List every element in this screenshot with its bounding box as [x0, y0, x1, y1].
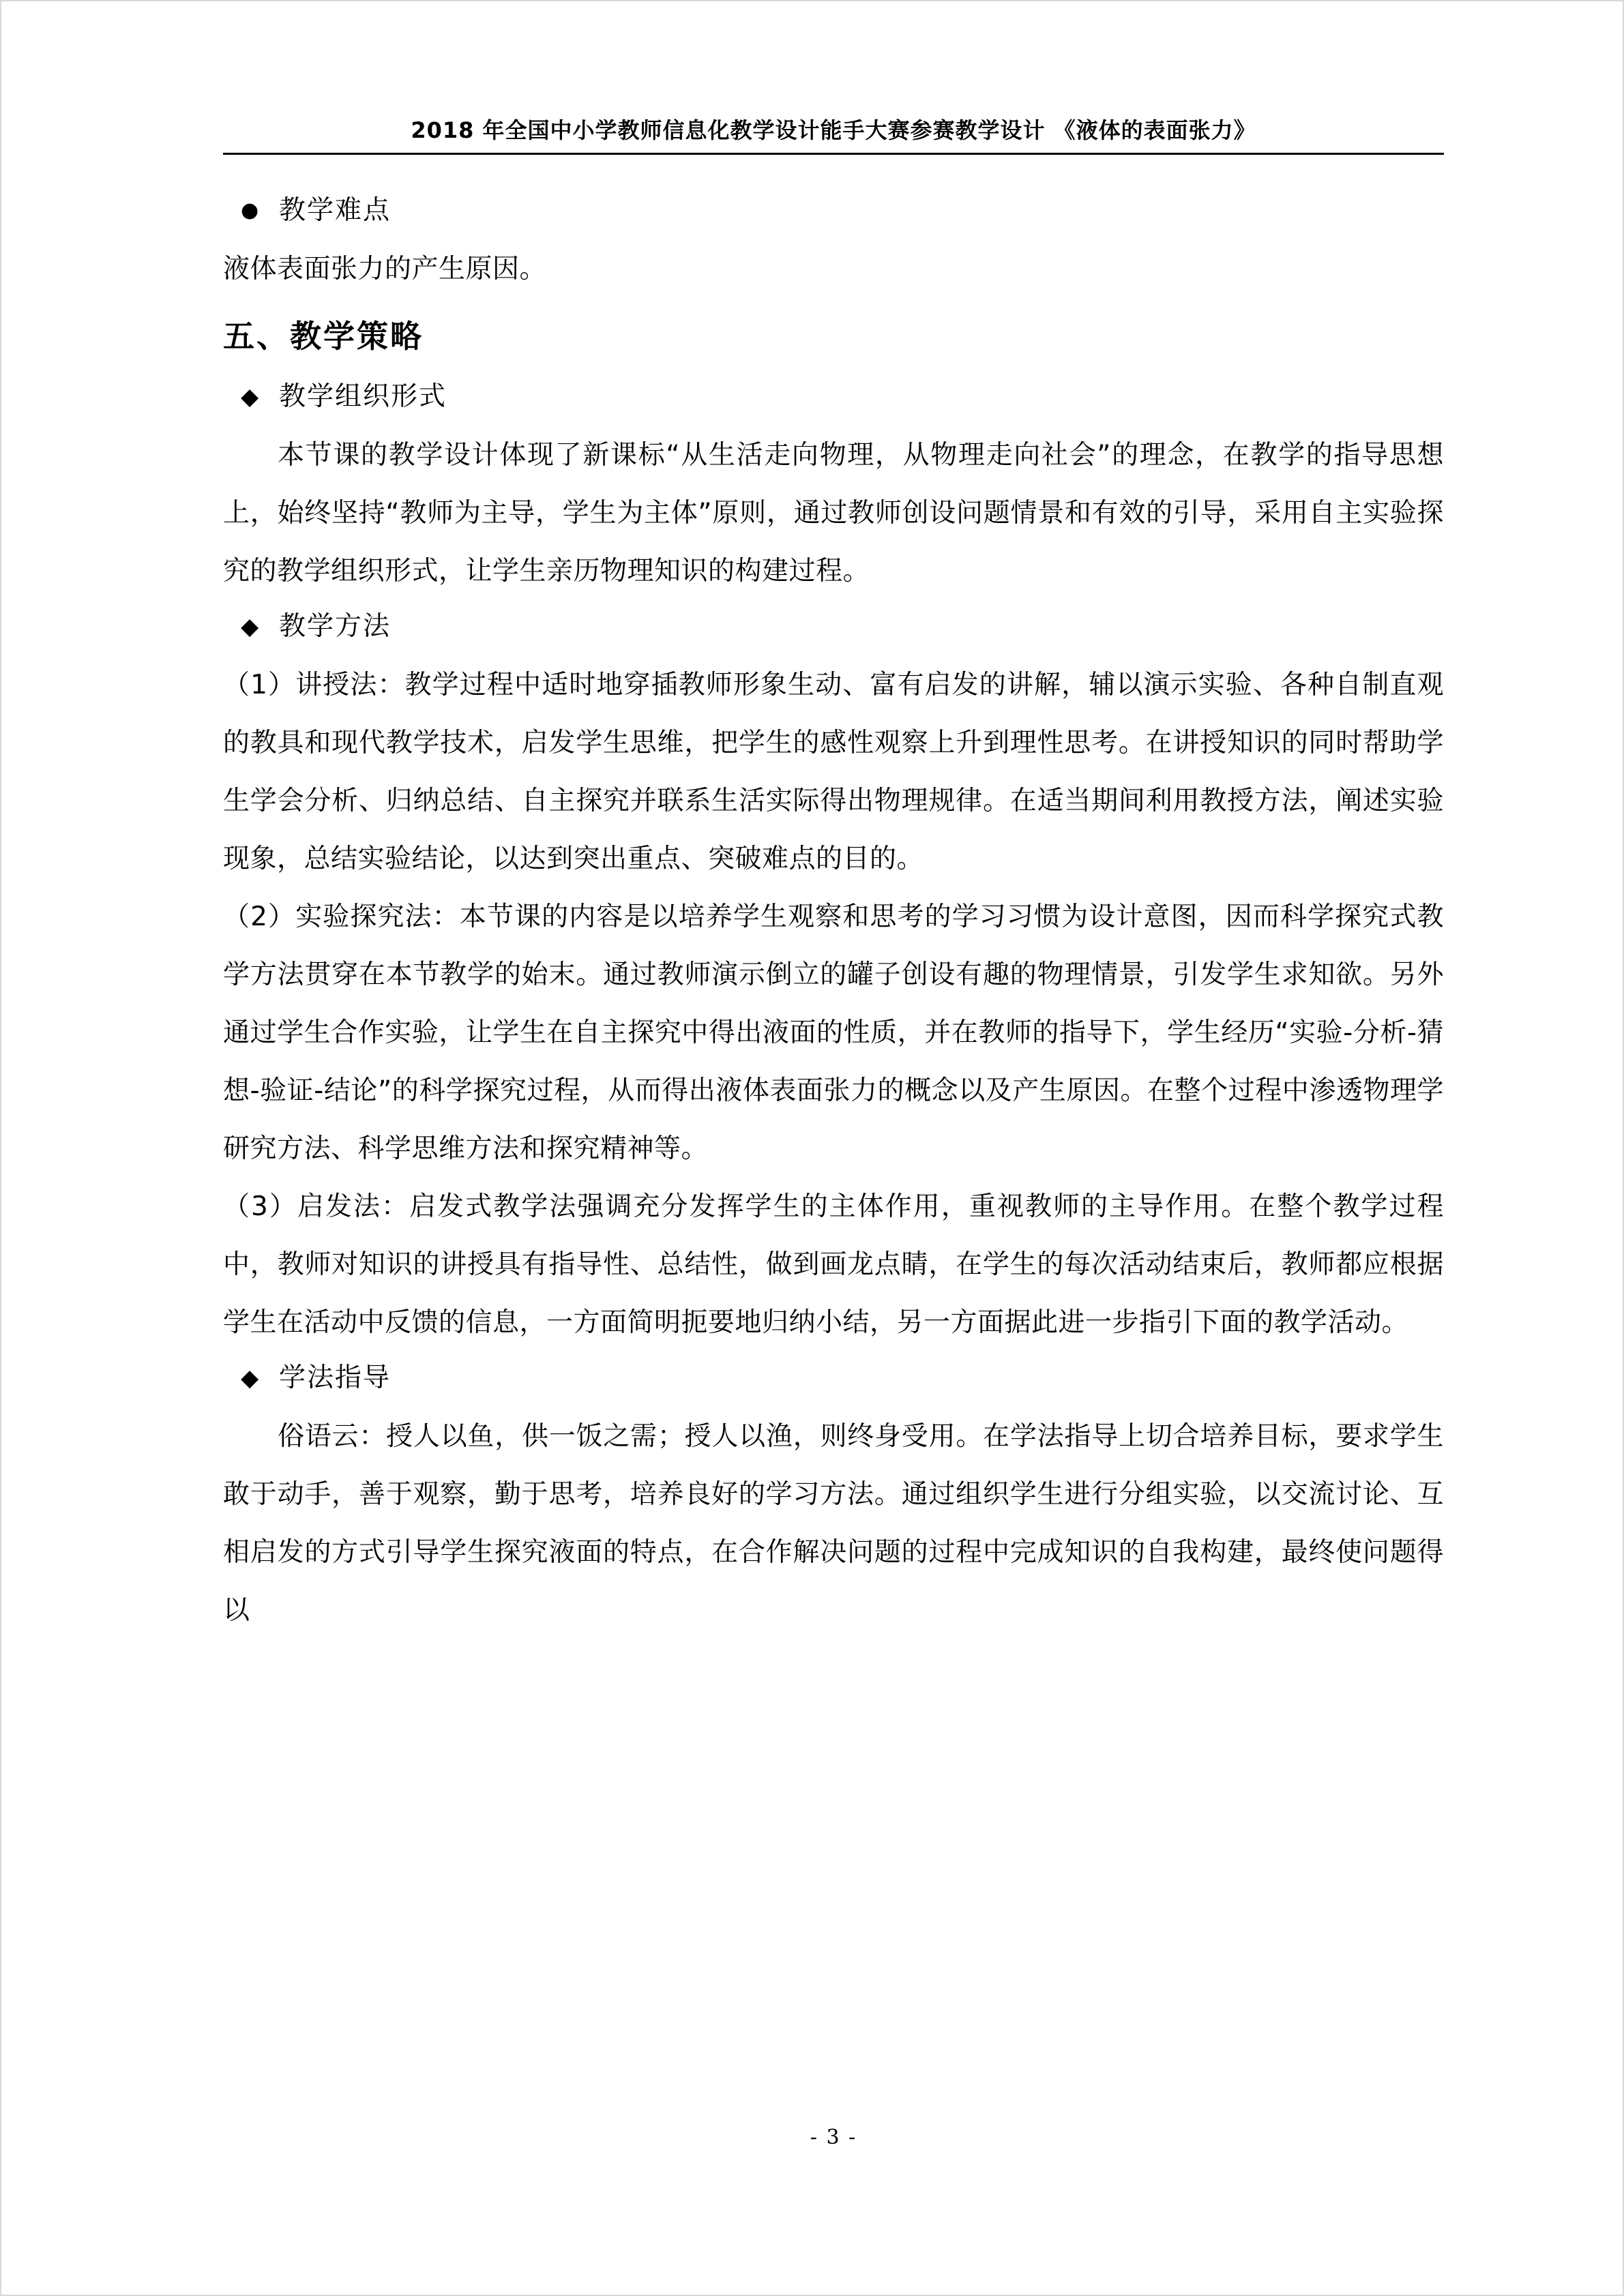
methods-heading: 教学方法: [279, 611, 392, 642]
bullet-item-methods: [223, 600, 1444, 653]
method-paragraph-2: （2）实验探究法：本节课的内容是以培养学生观察和思考的学习习惯为设计意图，因而科学探究式教学方法贯穿在本节教学的始末。通过教师演示倒立的罐子创设有趣的物理情景，引发学生求知欲。另外通过学生合作实验，让学生在自主探究中得出液面的性质，并在教师的指导下，学生经历“实验-分析-猜想-验证-结论”的科学探究过程，从而得出液体表面张力的概念以及产生原因。在整个过程中渗透物理学研究方法、科学思维方法和探究精神等。: [223, 901, 1444, 1164]
study-guidance-paragraph: 俗语云：授人以鱼，供一饭之需；授人以渔，则终身受用。在学法指导上切合培养目标，要求学生敢于动手，善于观察，勤于思考，培养良好的学习方法。通过组织学生进行分组实验，以交流讨论、互相启发的方式引导学生探究液面的特点，在合作解决问题的过程中完成知识的自我构建，最终使问题得以: [223, 1421, 1444, 1626]
page-footer: [223, 2126, 1444, 2149]
difficulty-text: 液体表面张力的产生原因。: [223, 254, 547, 284]
page-header: [223, 117, 1444, 143]
organization-paragraph: 本节课的教学设计体现了新课标“从生活走向物理，从物理走向社会”的理念，在教学的指导思想上，始终坚持“教师为主导，学生为主体”原则，通过教师创设问题情景和有效的引导，采用自主实验探究的教学组织形式，让学生亲历物理知识的构建过程。: [223, 440, 1444, 586]
header-title: 2018 年全国中小学教师信息化教学设计能手大赛参赛教学设计 《液体的表面张力》: [411, 117, 1256, 143]
difficulty-heading: 教学难点: [279, 195, 392, 226]
bullet-diamond-icon: ◆: [241, 613, 259, 640]
bullet-circle-icon: ●: [241, 198, 259, 222]
bullet-item-study-guidance: [223, 1352, 1444, 1405]
header-rule: [223, 153, 1444, 155]
bullet-item-difficulty: [223, 184, 1444, 237]
document-body: [223, 184, 1444, 1639]
bullet-diamond-icon: ◆: [241, 1365, 259, 1392]
bullet-item-organization: [223, 370, 1444, 423]
bullet-diamond-icon: ◆: [241, 383, 259, 411]
method-paragraph-3: （3）启发法：启发式教学法强调充分发挥学生的主体作用，重视教师的主导作用。在整个教学过程中，教师对知识的讲授具有指导性、总结性，做到画龙点睛，在学生的每次活动结束后，教师都应根据学生在活动中反馈的信息，一方面简明扼要地归纳小结，另一方面据此进一步指引下面的教学活动。: [223, 1191, 1444, 1338]
method-paragraph-1: （1）讲授法：教学过程中适时地穿插教师形象生动、富有启发的讲解，辅以演示实验、各种自制直观的教具和现代教学技术，启发学生思维，把学生的感性观察上升到理性思考。在讲授知识的同时帮助学生学会分析、归纳总结、自主探究并联系生活实际得出物理规律。在适当期间利用教授方法，阐述实验现象，总结实验结论，以达到突出重点、突破难点的目的。: [223, 670, 1444, 874]
study-guidance-heading: 学法指导: [279, 1362, 392, 1393]
page-number: - 3 -: [810, 2126, 857, 2149]
section-heading-strategy: 五、教学策略: [223, 318, 424, 355]
organization-heading: 教学组织形式: [279, 381, 447, 412]
page-content-area: [223, 1, 1444, 2296]
